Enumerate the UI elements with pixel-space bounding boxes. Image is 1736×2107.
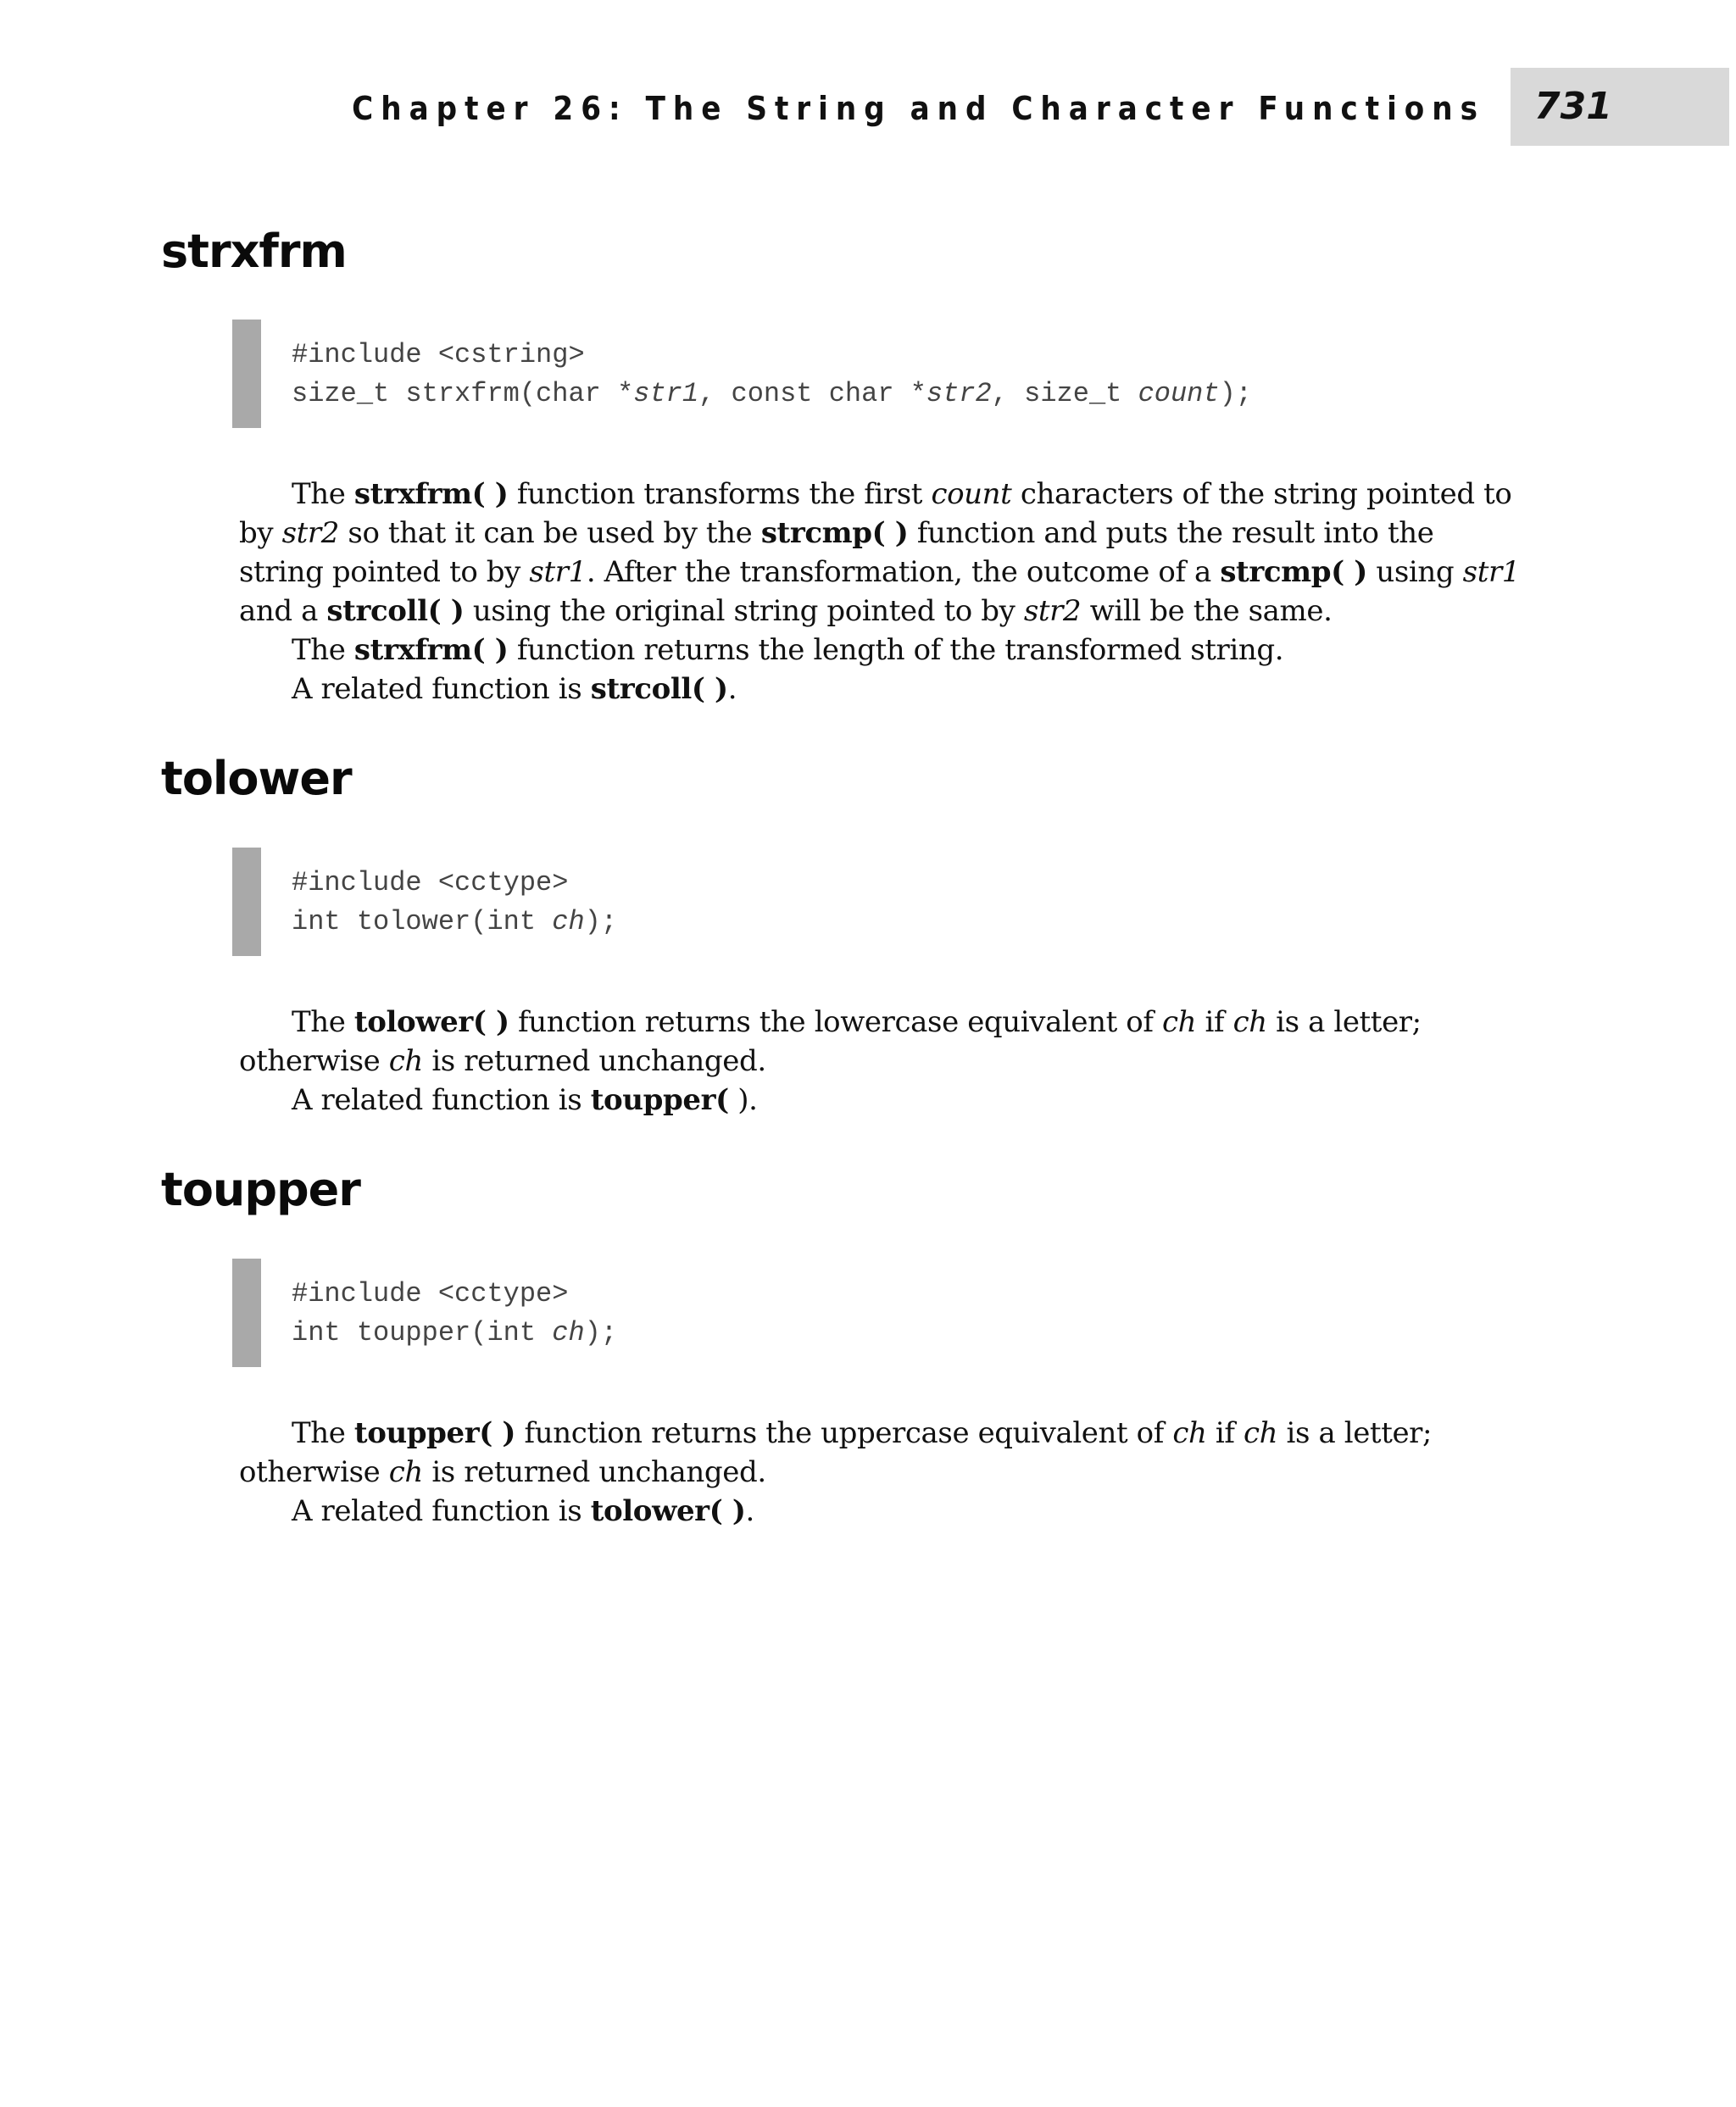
code-line: #include <cctype> xyxy=(292,1278,569,1309)
paragraph-line: otherwise ch is returned unchanged. xyxy=(239,1455,766,1489)
section-title-strxfrm: strxfrm xyxy=(161,225,347,278)
code-line: int toupper(int ch); xyxy=(292,1317,618,1348)
code-block-bar xyxy=(232,848,261,956)
section-title-tolower: tolower xyxy=(161,752,352,805)
code-line: int tolower(int ch); xyxy=(292,906,618,937)
code-line: #include <cctype> xyxy=(292,867,569,898)
code-block-tolower xyxy=(232,848,1419,956)
paragraph-line: A related function is toupper( ). xyxy=(292,1083,758,1117)
paragraph-line: The strxfrm( ) function returns the length of the transformed string. xyxy=(292,633,1284,667)
code-block-bar xyxy=(232,320,261,428)
paragraph-line: A related function is tolower( ). xyxy=(292,1494,754,1528)
paragraph-line: string pointed to by str1. After the transformation, the outcome of a strcmp( ) using str1 xyxy=(239,555,1521,589)
paragraph-line: The tolower( ) function returns the lowercase equivalent of ch if ch is a letter; xyxy=(292,1005,1422,1039)
paragraph-line: and a strcoll( ) using the original string pointed to by str2 will be the same. xyxy=(239,594,1333,628)
section-title-toupper: toupper xyxy=(161,1163,360,1216)
page-number: 731 xyxy=(1534,85,1612,128)
paragraph-line: by str2 so that it can be used by the strcmp( ) function and puts the result into the xyxy=(239,516,1434,550)
paragraph-line: The strxfrm( ) function transforms the first count characters of the string pointed to xyxy=(292,477,1512,511)
running-head: Chapter 26: The String and Character Functions xyxy=(352,90,1485,127)
code-line: #include <cstring> xyxy=(292,339,585,370)
code-line: size_t strxfrm(char *str1, const char *str2, size_t count); xyxy=(292,378,1252,409)
paragraph-line: The toupper( ) function returns the uppercase equivalent of ch if ch is a letter; xyxy=(292,1416,1433,1450)
page-number-box xyxy=(1511,68,1729,146)
code-block-toupper xyxy=(232,1259,1419,1367)
paragraph-line: A related function is strcoll( ). xyxy=(292,672,737,706)
paragraph-line: otherwise ch is returned unchanged. xyxy=(239,1044,766,1078)
code-block-bar xyxy=(232,1259,261,1367)
code-block-strxfrm xyxy=(232,320,1419,428)
